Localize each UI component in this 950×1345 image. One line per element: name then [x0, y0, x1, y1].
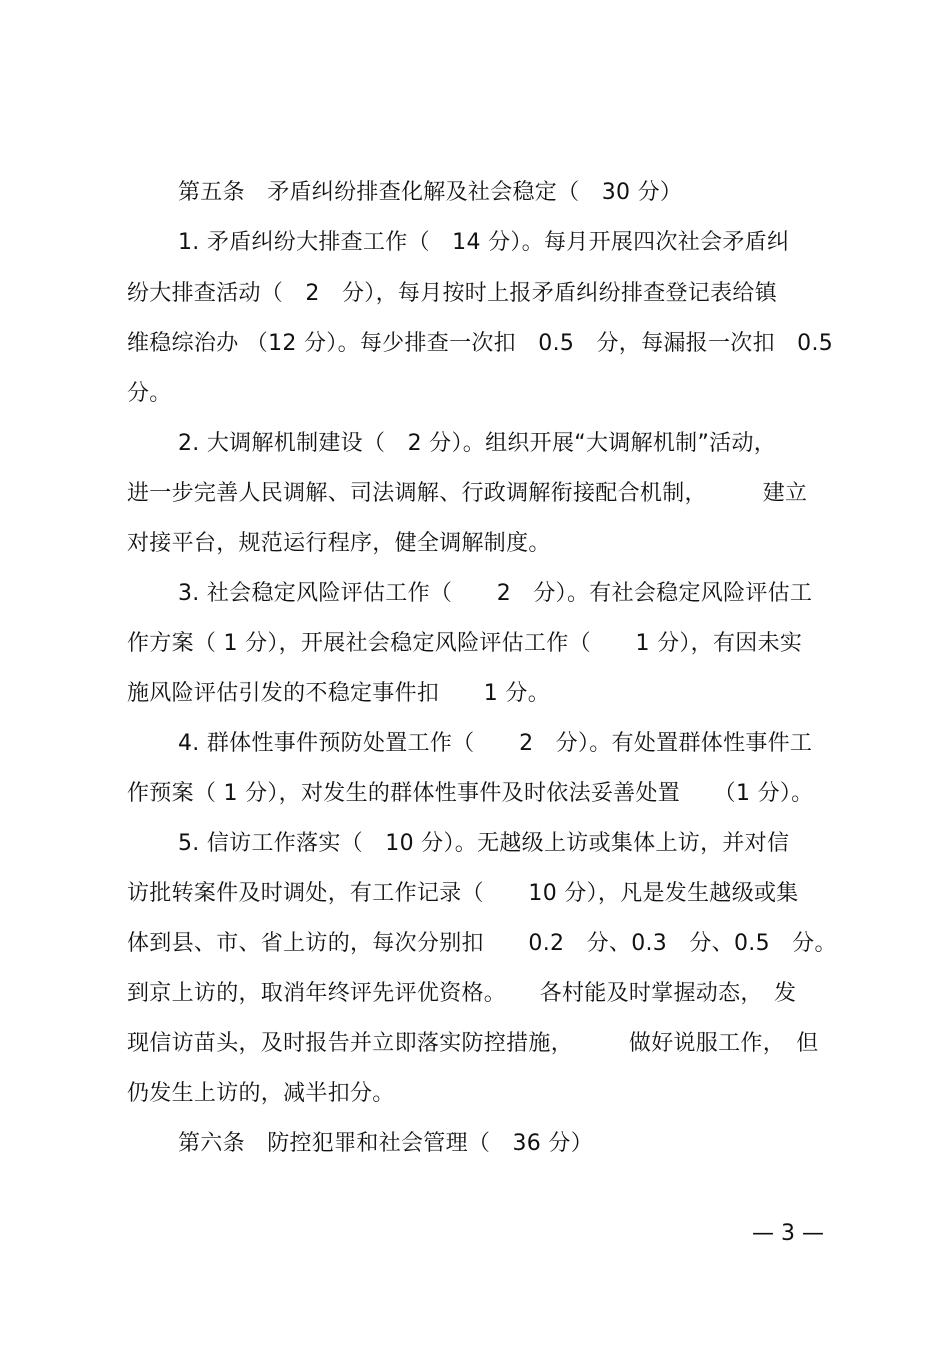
page-number: — 3 — [752, 1221, 824, 1246]
paragraph-line: 现信访苗头，及时报告并立即落实防控措施， 做好说服工作， 但 [127, 1031, 819, 1056]
paragraph-line: 纷大排查活动（ 2 分），每月按时上报矛盾纠纷排查登记表给镇 [127, 281, 777, 306]
article-5-heading: 第五条 矛盾纠纷排查化解及社会稳定（ 30 分） [178, 180, 683, 205]
paragraph-line: 仍发生上访的，减半扣分。 [127, 1081, 395, 1106]
paragraph-line: 施风险评估引发的不稳定事件扣 1 分。 [127, 681, 550, 706]
paragraph-line: 作预案（ 1 分），对发生的群体性事件及时依法妥善处置 （1 分）。 [127, 781, 814, 806]
paragraph-line: 4. 群体性事件预防处置工作（ 2 分）。有处置群体性事件工 [178, 731, 813, 756]
paragraph-line: 对接平台，规范运行程序，健全调解制度。 [127, 531, 551, 556]
paragraph-line: 访批转案件及时调处，有工作记录（ 10 分），凡是发生越级或集 [127, 881, 799, 906]
paragraph-line: 维稳综治办 （12 分）。每少排查一次扣 0.5 分，每漏报一次扣 0.5 [127, 331, 834, 356]
article-6-heading: 第六条 防控犯罪和社会管理（ 36 分） [178, 1131, 593, 1156]
paragraph-line: 2. 大调解机制建设（ 2 分）。组织开展“大调解机制”活动， [178, 431, 777, 456]
paragraph-line: 分。 [127, 381, 172, 406]
paragraph-line: 1. 矛盾纠纷大排查工作（ 14 分）。每月开展四次社会矛盾纠 [178, 230, 790, 255]
paragraph-line: 到京上访的，取消年终评先评优资格。 各村能及时掌握动态， 发 [127, 981, 797, 1006]
paragraph-line: 5. 信访工作落实（ 10 分）。无越级上访或集体上访，并对信 [178, 831, 790, 856]
paragraph-line: 体到县、市、省上访的，每次分别扣 0.2 分、0.3 分、0.5 分。 [127, 931, 837, 956]
paragraph-line: 作方案（ 1 分），开展社会稳定风险评估工作（ 1 分），有因未实 [127, 631, 803, 656]
paragraph-line: 进一步完善人民调解、司法调解、行政调解衔接配合机制， 建立 [127, 481, 808, 506]
paragraph-line: 3. 社会稳定风险评估工作（ 2 分）。有社会稳定风险评估工 [178, 581, 813, 606]
